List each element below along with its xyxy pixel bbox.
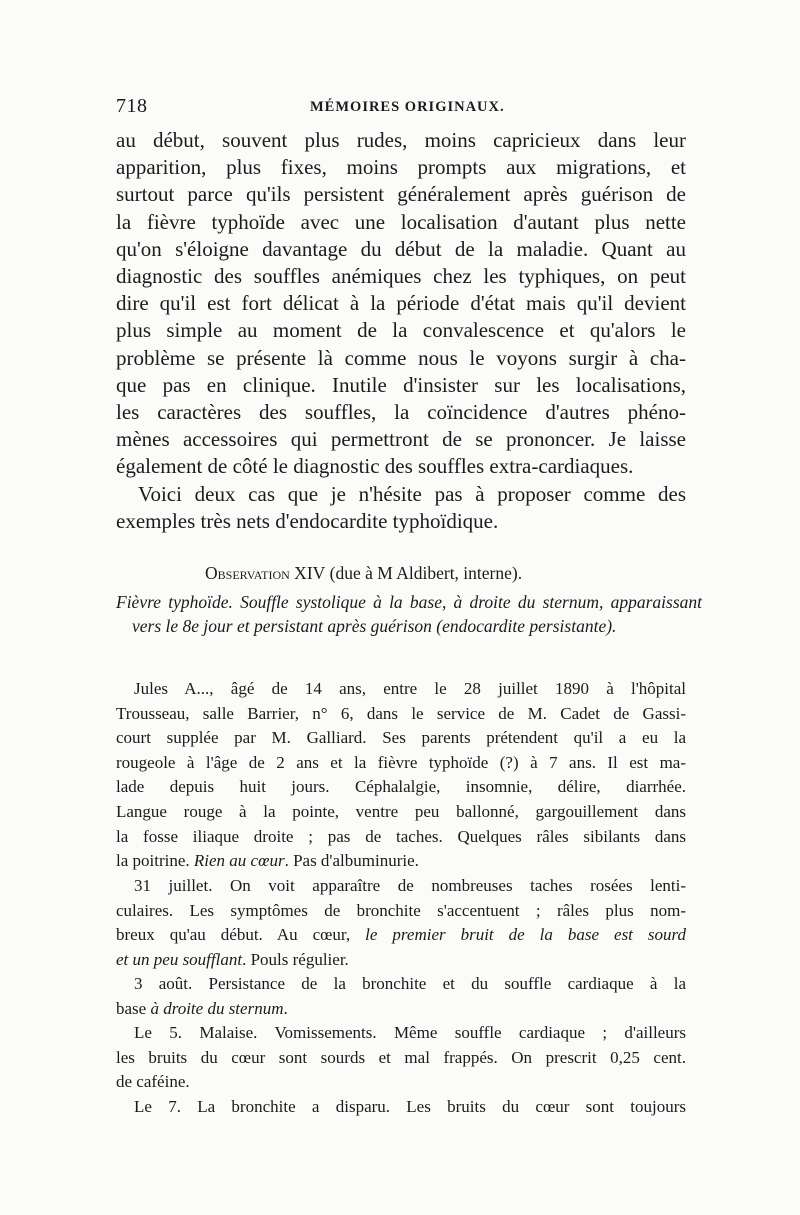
text-line: apparition, plus fixes, moins prompts aux migrations, et	[116, 155, 686, 180]
text-line: la fièvre typhoïde avec une localisation d'autant plus nette	[116, 209, 686, 234]
text-line: que pas en clinique. Inutile d'insister sur les localisations,	[116, 372, 686, 397]
text-line: diagnostic des souffles anémiques chez les typhiques, on peut	[116, 264, 686, 289]
text-line: Langue rouge à la pointe, ventre peu ballonné, gargouillement dans	[116, 801, 686, 821]
case-paragraph-4	[116, 1021, 686, 1095]
case-paragraph-1	[116, 677, 686, 874]
text-line: Voici deux cas que je n'hésite pas à proposer comme des	[138, 482, 686, 506]
text-line: dire qu'il est fort délicat à la période d'état mais qu'il devient	[116, 291, 686, 316]
text-line: rougeole à l'âge de 2 ans et la fièvre typhoïde (?) à 7 ans. Il est ma-	[116, 752, 686, 772]
running-head: MÉMOIRES ORIGINAUX.	[310, 99, 505, 115]
text-line: problème se présente là comme nous le voyons surgir à cha-	[116, 345, 686, 370]
text-line: exemples très nets d'endocardite typhoïdique.	[116, 509, 499, 534]
paragraph-1	[116, 127, 686, 481]
italic-run: le premier bruit de la base est sourd	[365, 925, 686, 945]
text-line: également de côté le diagnostic des souffles extra-cardiaques.	[116, 454, 634, 479]
case-paragraph-2	[116, 874, 686, 972]
case-paragraph-3	[116, 972, 686, 1021]
text-line: les bruits du cœur sont sourds et mal frappés. On prescrit 0,25 cent.	[116, 1047, 686, 1067]
text-line: la fosse iliaque droite ; pas de taches. Quelques râles sibilants dans	[116, 826, 686, 846]
text-run: . Pouls régulier.	[242, 949, 349, 969]
text-line: lade depuis huit jours. Céphalalgie, insomnie, délire, diarrhée.	[116, 777, 686, 797]
text-line	[116, 997, 686, 1022]
text-run: breux qu'au début. Au cœur,	[116, 925, 366, 945]
text-line: au début, souvent plus rudes, moins capricieux dans leur	[116, 128, 686, 152]
text-line: court supplée par M. Galliard. Ses parents prétendent qu'il a eu la	[116, 728, 686, 748]
text-line: 3 août. Persistance de la bronchite et du souffle cardiaque à la	[134, 974, 686, 993]
paragraph-2	[116, 481, 686, 535]
text-line	[116, 923, 686, 948]
text-run: .	[283, 998, 288, 1018]
text-line: qu'on s'éloigne davantage du début de la maladie. Quant au	[116, 236, 686, 261]
case-paragraph-5	[116, 1095, 686, 1120]
text-line: culaires. Les symptômes de bronchite s'accentuent ; râles plus nom-	[116, 900, 686, 920]
text-run: . Pas d'albuminurie.	[284, 851, 419, 871]
text-line: les caractères des souffles, la coïncidence d'autres phéno-	[116, 400, 686, 425]
text-line	[116, 948, 686, 973]
text-line	[116, 849, 686, 874]
italic-run: à droite du sternum	[150, 998, 284, 1018]
text-line: surtout parce qu'ils persistent généralement après guérison de	[116, 182, 686, 207]
text-line: Jules A..., âgé de 14 ans, entre le 28 juillet 1890 à l'hôpital	[134, 679, 686, 698]
observation-attribution: (due à M Aldibert, interne).	[329, 563, 523, 583]
text-run: la poitrine.	[116, 851, 194, 871]
text-line: mènes accessoires qui permettront de se prononcer. Je laisse	[116, 427, 686, 452]
text-line: 31 juillet. On voit apparaître de nombreuses taches rosées lenti-	[134, 876, 686, 895]
observation-title	[205, 563, 522, 584]
text-line: Trousseau, salle Barrier, n° 6, dans le service de M. Cadet de Gassi-	[116, 703, 686, 723]
text-line: Le 5. Malaise. Vomissements. Même souffle cardiaque ; d'ailleurs	[134, 1023, 686, 1042]
italic-run: Rien au cœur	[193, 851, 285, 871]
observation-heading: Observation XIV	[205, 563, 326, 583]
text-line: de caféine.	[116, 1072, 190, 1092]
text-line: plus simple au moment de la convalescence et qu'alors le	[116, 318, 686, 343]
page-header	[116, 95, 686, 125]
text-line: Le 7. La bronchite a disparu. Les bruits du cœur sont toujours	[134, 1097, 686, 1116]
text-run: base	[116, 998, 151, 1018]
observation-summary: Fièvre typhoïde. Souffle systolique à la base, à droite du sternum, apparaissant vers le 8e jour et persistant après guérison (endocardite persistante).	[116, 592, 702, 636]
page-number: 718	[116, 95, 148, 117]
italic-run: et un peu soufflant	[116, 949, 243, 969]
